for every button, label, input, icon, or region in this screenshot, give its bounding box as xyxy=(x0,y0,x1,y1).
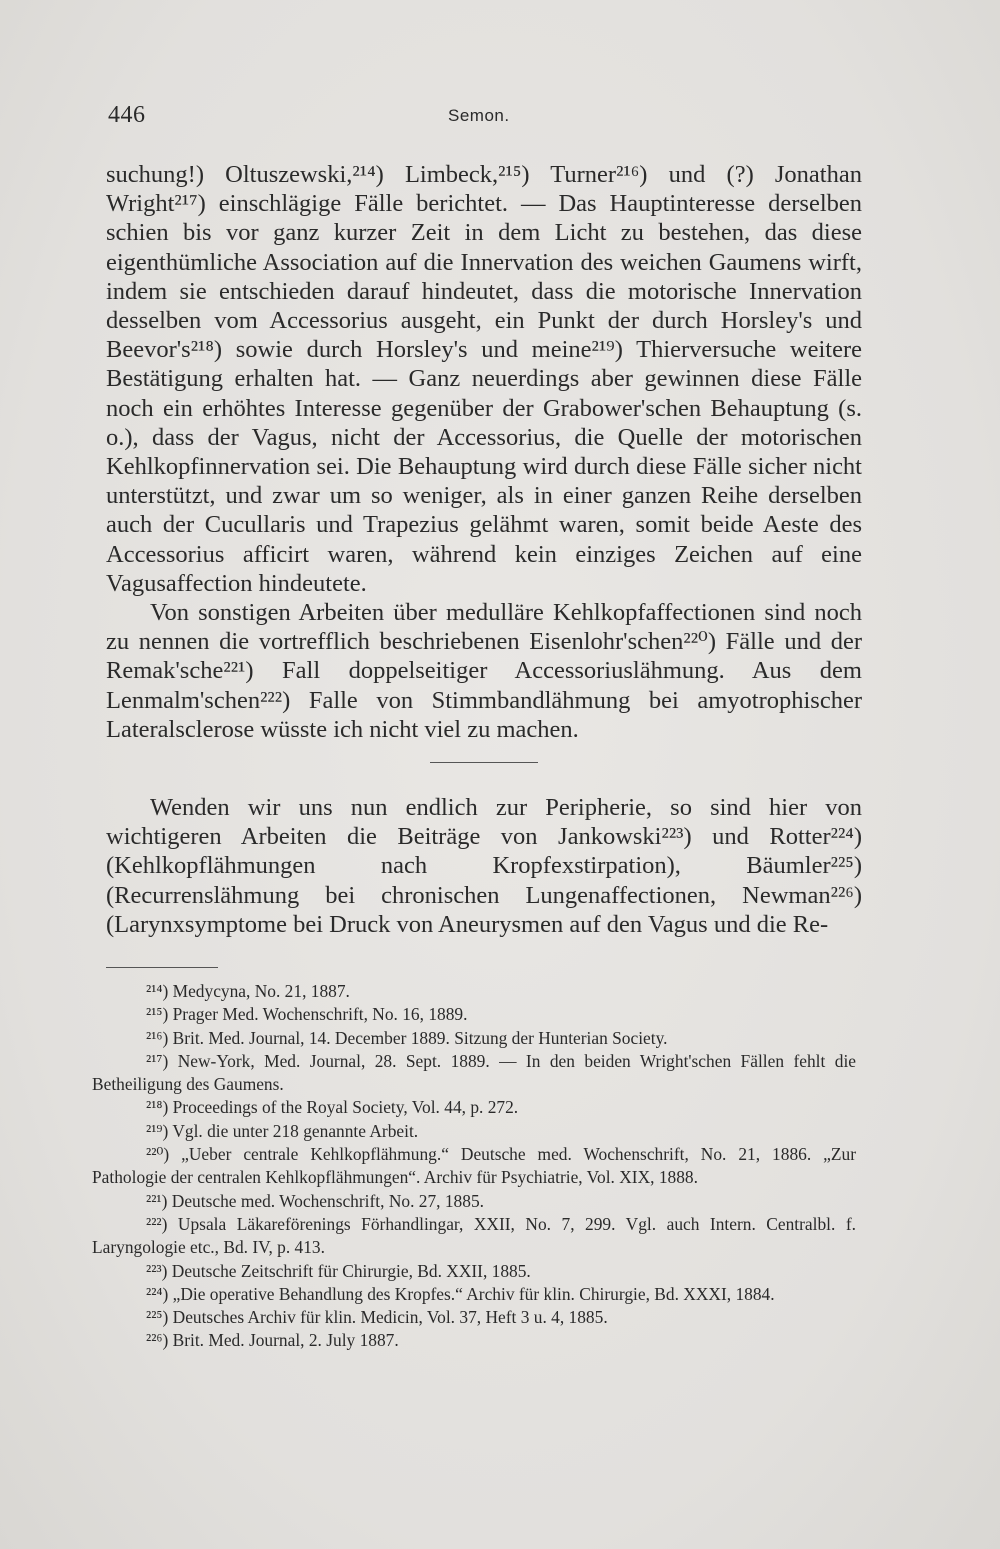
footnote-220: ²²⁰) „Ueber centrale Kehlkopflähmung.“ Deutsche med. Wochenschrift, No. 21, 1886. „Zur Pathologie der centralen Kehlkopflähmungen“. Archiv für Psychiatrie, Vol. XIX, 1888. xyxy=(92,1144,856,1188)
paragraph-3: Wenden wir uns nun endlich zur Peripherie, so sind hier von wichtigeren Arbeiten die Beiträge von Jankowski²²³) und Rotter²²⁴) (Kehlkopflähmungen nach Kropfexstirpation), Bäumler²²⁵) (Recurrenslähmung bei chronischen Lungenaffectionen, Newman²²⁶) (Larynxsymptome bei Druck von Aneurysmen auf den Vagus und die Re- xyxy=(106,794,862,938)
footnote-217: ²¹⁷) New-York, Med. Journal, 28. Sept. 1889. — In den beiden Wright'schen Fällen fehlt die Betheiligung des Gaumens. xyxy=(92,1050,856,1095)
running-head: Semon. xyxy=(448,106,510,125)
footnote-214: ²¹⁴) Medycyna, No. 21, 1887. xyxy=(146,981,350,1001)
page-header xyxy=(108,102,860,138)
body-text xyxy=(106,160,862,939)
section-divider xyxy=(430,762,538,763)
footnote-219: ²¹⁹) Vgl. die unter 218 genannte Arbeit. xyxy=(146,1120,419,1141)
footnotes xyxy=(92,980,856,1353)
paragraph-2: Von sonstigen Arbeiten über medulläre Kehlkopfaffectionen sind noch zu nennen die vortrefflich beschriebenen Eisenlohr'schen²²⁰) Fälle und der Remak'sche²²¹) Fall doppelseitiger Accessoriuslähmung. Aus dem Lenmalm'schen²²²) Falle von Stimmbandlähmung bei amyotrophischer Lateralsclerose wüsste ich nicht viel zu machen. xyxy=(106,599,862,743)
footnote-218: ²¹⁸) Proceedings of the Royal Society, Vol. 44, p. 272. xyxy=(146,1097,519,1118)
footnote-226: ²²⁶) Brit. Med. Journal, 2. July 1887. xyxy=(146,1330,399,1351)
footnote-221: ²²¹) Deutsche med. Wochenschrift, No. 27, 1885. xyxy=(146,1190,484,1211)
footnote-223: ²²³) Deutsche Zeitschrift für Chirurgie, Bd. XXII, 1885. xyxy=(146,1260,531,1281)
footnote-rule xyxy=(106,967,218,968)
footnote-216: ²¹⁶) Brit. Med. Journal, 14. December 1889. Sitzung der Hunterian Society. xyxy=(146,1027,668,1048)
footnote-215: ²¹⁵) Prager Med. Wochenschrift, No. 16, 1889. xyxy=(146,1004,468,1025)
paragraph-1: suchung!) Oltuszewski,²¹⁴) Limbeck,²¹⁵) Turner²¹⁶) und (?) Jonathan Wright²¹⁷) einschlägige Fälle berichtet. — Das Hauptinteresse derselben schien bis vor ganz kurzer Zeit in dem Licht zu bestehen, das diese eigenthümliche Association auf die Innervation des weichen Gaumens wirft, indem sie entschieden darauf hindeutet, dass die motorische Innervation desselben vom Accessorius ausgeht, ein Punkt der durch Horsley's und Beevor's²¹⁸) sowie durch Horsley's und meine²¹⁹) Thierversuche weitere Bestätigung erhalten hat. — Ganz neuerdings aber gewinnen diese Fälle noch ein erhöhtes Interesse gegenüber der Grabower'schen Behauptung (s. o.), dass der Vagus, nicht der Accessorius, die Quelle der motorischen Kehlkopfinnervation sei. Die Behauptung wird durch diese Fälle sicher nicht unterstützt, und zwar um so weniger, als in einer ganzen Reihe derselben auch der Cucullaris und Trapezius gelähmt waren, somit beide Aeste des Accessorius afficirt waren, während kein einziges Zeichen auf eine Vagusaffection hindeutete. xyxy=(106,161,862,597)
footnote-222: ²²²) Upsala Läkareförenings Förhandlingar, XXII, No. 7, 299. Vgl. auch Intern. Centralbl. f. Laryngologie etc., Bd. IV, p. 413. xyxy=(92,1213,856,1258)
footnote-224: ²²⁴) „Die operative Behandlung des Kropfes.“ Archiv für klin. Chirurgie, Bd. XXXI, 1884. xyxy=(146,1283,775,1304)
footnote-225: ²²⁵) Deutsches Archiv für klin. Medicin, Vol. 37, Heft 3 u. 4, 1885. xyxy=(146,1307,608,1328)
page-number: 446 xyxy=(108,102,146,128)
